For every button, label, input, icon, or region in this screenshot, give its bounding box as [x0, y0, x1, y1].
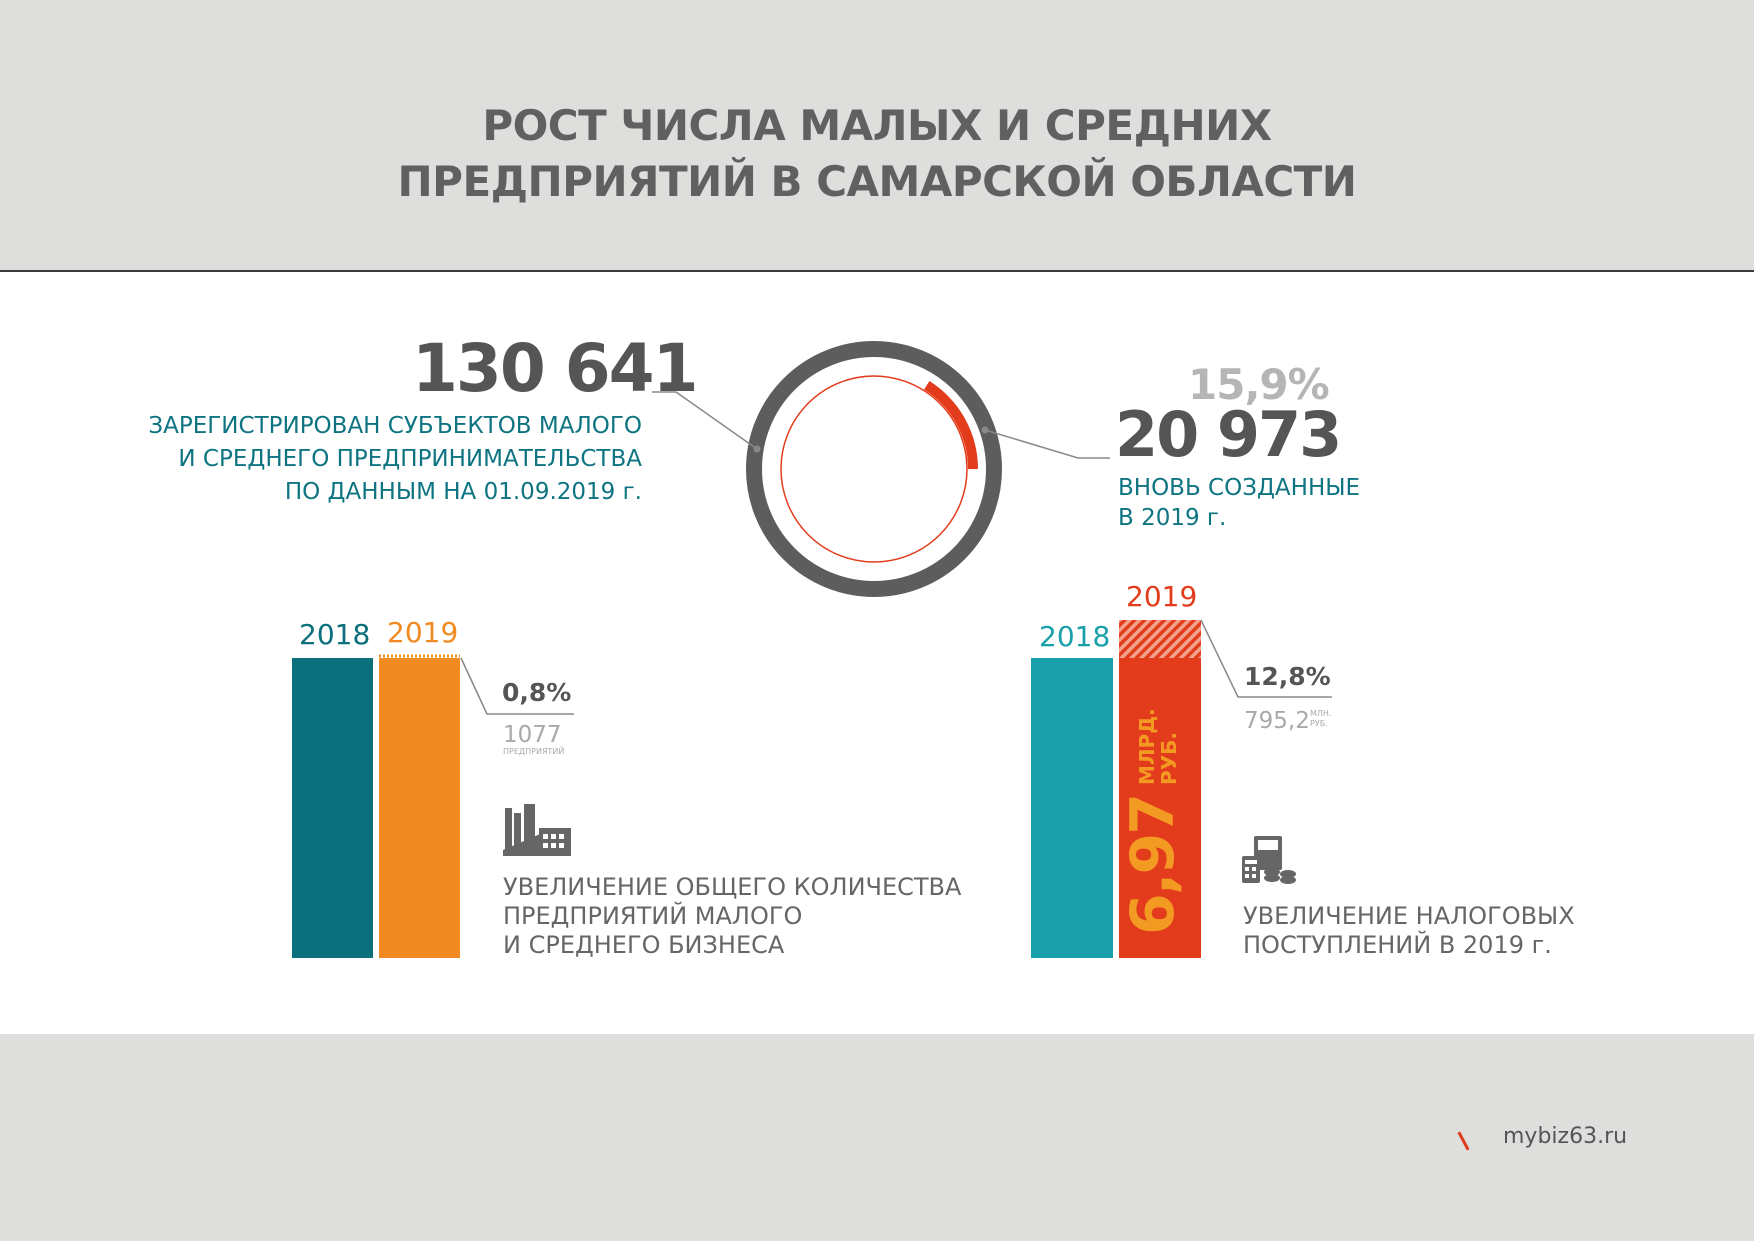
- bar-enterprises-2019: [379, 658, 460, 958]
- taxes-caption-2: ПОСТУПЛЕНИЙ В 2019 г.: [1243, 931, 1552, 959]
- title-line-1: РОСТ ЧИСЛА МАЛЫХ И СРЕДНИХ: [482, 101, 1272, 150]
- leader-new-dot: [982, 427, 989, 434]
- taxes-growth-unit-2: РУБ.: [1310, 719, 1328, 728]
- enterprises-year-2018: 2018: [299, 618, 371, 651]
- taxes-caption-1: УВЕЛИЧЕНИЕ НАЛОГОВЫХ: [1243, 902, 1575, 930]
- new-caption-1: ВНОВЬ СОЗДАННЫЕ: [1118, 475, 1361, 501]
- taxes-growth-absolute: 795,2: [1244, 708, 1310, 734]
- tax-calculator-coins-icon: [1242, 836, 1296, 884]
- taxes-unit-line-1: МЛРД.: [1135, 708, 1159, 785]
- total-caption-1: ЗАРЕГИСТРИРОВАН СУБЪЕКТОВ МАЛОГО: [148, 413, 642, 439]
- taxes-unit: [1136, 708, 1180, 785]
- factory-icon: [503, 804, 571, 856]
- new-caption-2: В 2019 г.: [1118, 505, 1227, 531]
- bar-taxes-2019-growth: [1119, 620, 1201, 658]
- new-value: 20 973: [1115, 398, 1341, 471]
- taxes-value: 6,97: [1118, 794, 1188, 935]
- total-value: 130 641: [412, 330, 697, 407]
- enterprises-year-2019: 2019: [387, 616, 459, 649]
- enterprises-growth-absolute: 1077: [503, 722, 562, 748]
- leader-new: [985, 430, 1110, 458]
- taxes-growth-percent: 12,8%: [1244, 662, 1331, 691]
- ring-total: [754, 349, 994, 589]
- ring-inner: [781, 376, 967, 562]
- enterprises-caption-2: ПРЕДПРИЯТИЙ МАЛОГО: [503, 902, 803, 930]
- total-caption-3: ПО ДАННЫМ НА 01.09.2019 г.: [284, 479, 642, 505]
- footer-band: [0, 1034, 1754, 1241]
- taxes-growth-unit-1: МЛН.: [1310, 709, 1332, 718]
- taxes-year-2018: 2018: [1039, 620, 1111, 653]
- enterprises-growth-percent: 0,8%: [502, 678, 572, 707]
- leader-total-dot: [754, 446, 761, 453]
- enterprises-caption-1: УВЕЛИЧЕНИЕ ОБЩЕГО КОЛИЧЕСТВА: [503, 873, 962, 901]
- enterprises-caption-3: И СРЕДНЕГО БИЗНЕСА: [503, 931, 785, 959]
- site-link[interactable]: mybiz63.ru: [1503, 1124, 1628, 1149]
- bar-enterprises-2018: [292, 658, 373, 958]
- taxes-unit-line-2: РУБ.: [1157, 732, 1181, 785]
- new-percent: 15,9%: [1188, 360, 1329, 409]
- taxes-year-2019: 2019: [1126, 580, 1198, 613]
- enterprises-growth-unit: ПРЕДПРИЯТИЙ: [503, 747, 565, 756]
- title-line-2: ПРЕДПРИЯТИЙ В САМАРСКОЙ ОБЛАСТИ: [397, 157, 1357, 206]
- bar-taxes-2018: [1031, 658, 1113, 958]
- taxes-value-label: [1118, 665, 1188, 935]
- total-caption-2: И СРЕДНЕГО ПРЕДПРИНИМАТЕЛЬСТВА: [178, 446, 642, 472]
